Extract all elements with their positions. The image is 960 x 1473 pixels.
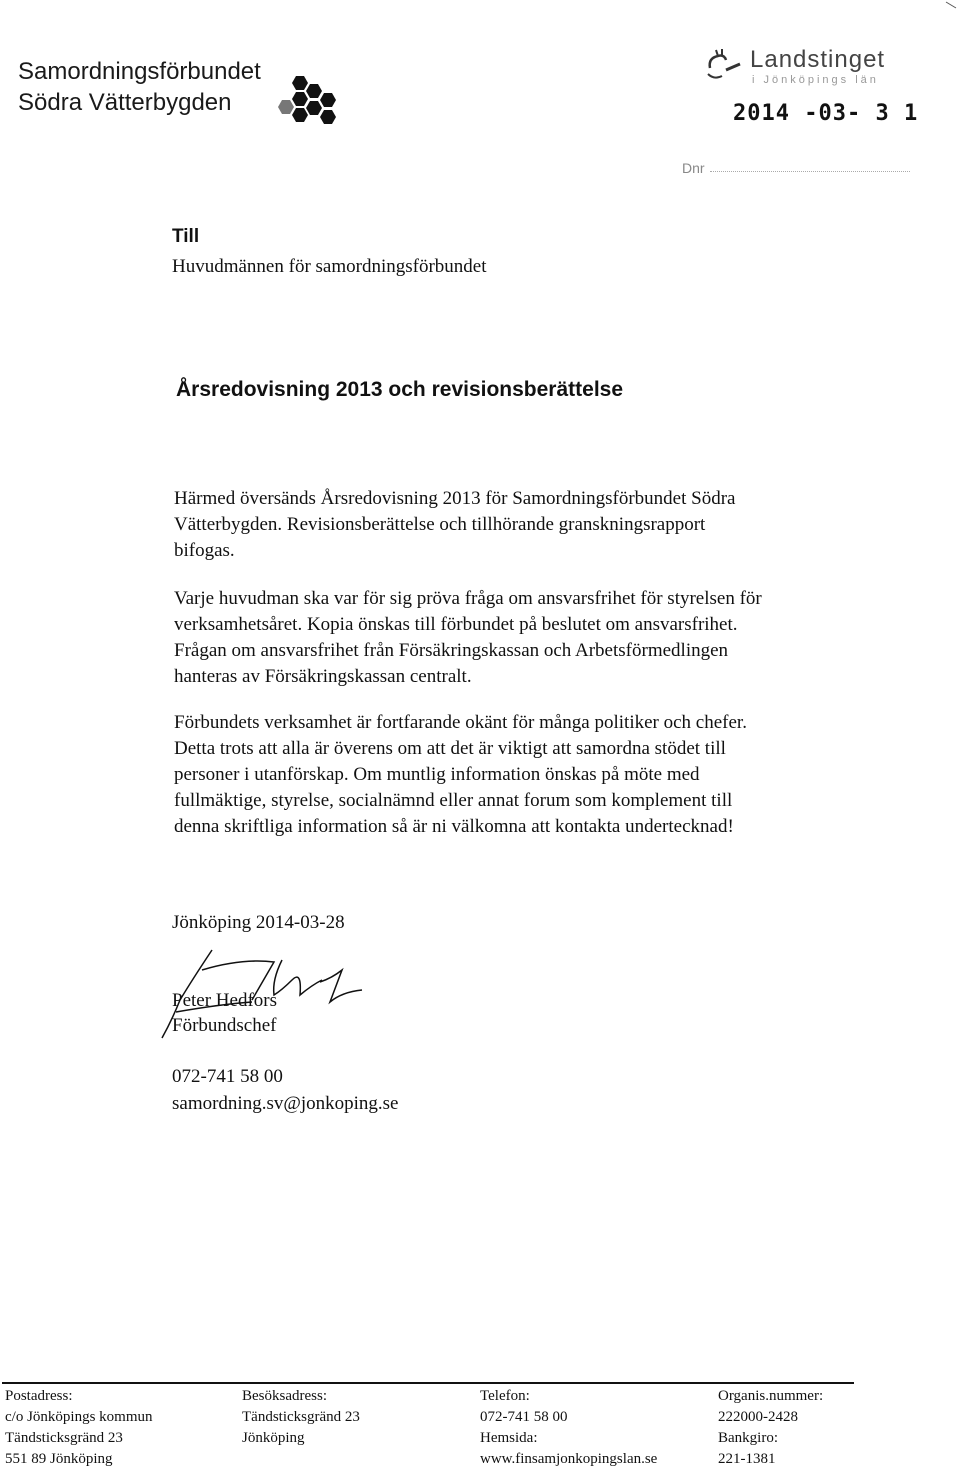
stamp-date: 2014 -03- 3 1 xyxy=(733,101,919,126)
footer-contact xyxy=(480,1386,657,1470)
footer-value: 222000-2428 xyxy=(718,1409,798,1425)
footer-value: 221-1381 xyxy=(718,1451,776,1467)
footer-label: Telefon: xyxy=(480,1388,530,1404)
footer-label: Postadress: xyxy=(5,1388,73,1404)
paragraph-line: personer i utanförskap. Om muntlig information önskas på möte med xyxy=(174,764,700,785)
paragraph-line: Förbundets verksamhet är fortfarande okänt för många politiker och chefer. xyxy=(174,712,747,733)
paragraph-line: Härmed översänds Årsredovisning 2013 för Samordningsförbundet Södra xyxy=(174,488,736,509)
stamp-dnr-label: Dnr xyxy=(682,160,705,176)
contact-phone: 072-741 58 00 xyxy=(172,1066,283,1087)
paragraph-3 xyxy=(174,710,874,840)
paragraph-line: Varje huvudman ska var för sig pröva fråga om ansvarsfrihet för styrelsen för xyxy=(174,588,762,609)
stamp-subtitle: i Jönköpings län xyxy=(752,74,879,86)
document-title: Årsredovisning 2013 och revisionsberättelse xyxy=(176,378,624,401)
paragraph-line: denna skriftliga information så är ni välkomna att kontakta undertecknad! xyxy=(174,816,734,837)
paragraph-1 xyxy=(174,486,874,564)
paragraph-line: Frågan om ansvarsfrihet från Försäkringskassan och Arbetsförmedlingen xyxy=(174,640,729,661)
footer-value: Jönköping xyxy=(242,1430,305,1446)
paragraph-line: Vätterbygden. Revisionsberättelse och tillhörande granskningsrapport xyxy=(174,514,706,535)
organization-name-line2: Södra Vätterbygden xyxy=(18,89,232,116)
paragraph-line: Detta trots att alla är överens om att det är viktigt att samordna stödet till xyxy=(174,738,726,759)
footer-visiting-address xyxy=(242,1386,360,1449)
footer-identifiers xyxy=(718,1386,823,1470)
footer-value: 072-741 58 00 xyxy=(480,1409,568,1425)
recipient-label: Till xyxy=(172,226,200,247)
footer-value: www.finsamjonkopingslan.se xyxy=(480,1451,658,1467)
paragraph-line: fullmäktige, styrelse, socialnämnd eller annat forum som komplement till xyxy=(174,790,733,811)
signer-title: Förbundschef xyxy=(172,1015,277,1036)
contact-email: samordning.sv@jonkoping.se xyxy=(172,1093,399,1114)
scan-corner-mark xyxy=(944,0,958,10)
paragraph-line: verksamhetsåret. Kopia önskas till förbundet på beslutet om ansvarsfrihet. xyxy=(174,614,738,635)
footer-postal-address xyxy=(5,1386,153,1470)
footer-label: Bankgiro: xyxy=(718,1430,778,1446)
footer-value: c/o Jönköpings kommun xyxy=(5,1409,153,1425)
hexagon-cluster-logo xyxy=(268,74,338,126)
footer-value: Tändsticksgränd 23 xyxy=(242,1409,360,1425)
footer-value: 551 89 Jönköping xyxy=(5,1451,113,1467)
footer-divider xyxy=(2,1382,854,1384)
paragraph-line: hanteras av Försäkringskassan centralt. xyxy=(174,666,472,687)
organization-name-line1: Samordningsförbundet xyxy=(18,58,261,85)
footer-label: Besöksadress: xyxy=(242,1388,327,1404)
paragraph-line: bifogas. xyxy=(174,540,235,561)
footer-label: Organis.nummer: xyxy=(718,1388,824,1404)
paragraph-2 xyxy=(174,586,874,690)
stamp-title: Landstinget xyxy=(750,46,886,73)
stamp-dnr-line xyxy=(710,171,910,172)
footer-label: Hemsida: xyxy=(480,1430,538,1446)
recipient-name: Huvudmännen för samordningsförbundet xyxy=(172,256,487,277)
place-and-date: Jönköping 2014-03-28 xyxy=(172,912,345,933)
footer-value: Tändsticksgränd 23 xyxy=(5,1430,123,1446)
landstinget-emblem-icon xyxy=(702,46,742,82)
signer-name: Peter Hedfors xyxy=(172,990,277,1011)
